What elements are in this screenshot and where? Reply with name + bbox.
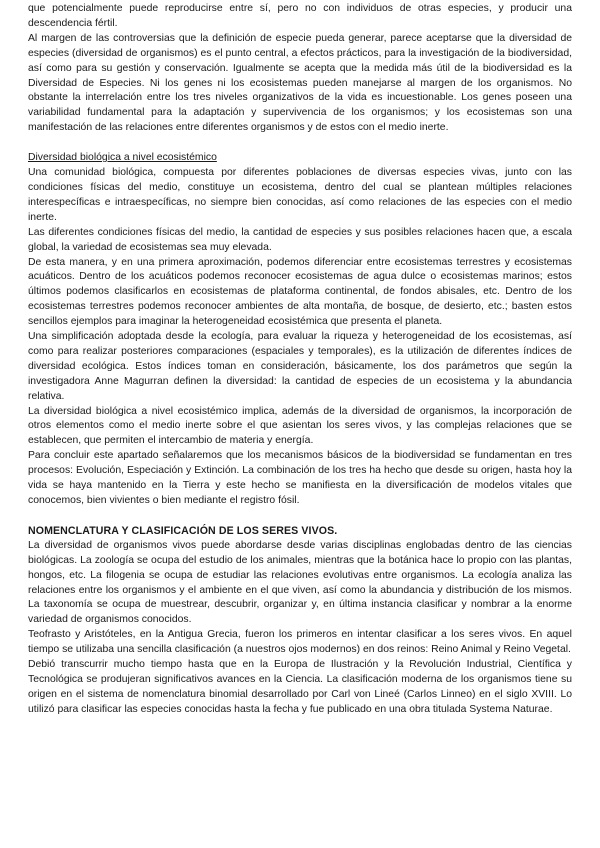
ecosystem-paragraph-3: De esta manera, y en una primera aproximación, podemos diferenciar entre ecosistemas terrestres y ecosistemas acuáticos. Dentro de los acuáticos podemos reconocer ecosistemas de agua dulce o ecosistemas marinos; estos últimos podemos clasificarlos en ecosistemas de plataforma continental, de fondos abisales, etc. Dentro de los ecosistemas terrestres podemos reconocer ambientes de alta montaña, de bosque, de desierto, etc.; basten estos sencillos ejemplos para imaginar la heterogeneidad ecosistémica que presenta el planeta. (28, 256, 572, 328)
intro-paragraph-1: que potencialmente puede reproducirse entre sí, pero no con individuos de otras especies, y producir una descendencia fértil. (28, 3, 572, 29)
nomenclature-paragraph-3: Debió transcurrir mucho tiempo hasta que en la Europa de Ilustración y la Revolución Industrial, Científica y Tecnológica se produjeran significativos avances en la Ciencia. La clasificación moderna de los organismos tiene su origen en el sistema de nomenclatura binomial desarrollado por Carl von Lineé (Carlos Linneo) en el siglo XVIII. Lo utilizó para clasificar las especies conocidas hasta la fecha y fue publicado en una obra titulada Systema Naturae. (28, 659, 572, 715)
ecosystem-paragraph-4: Una simplificación adoptada desde la ecología, para evaluar la riqueza y heterogeneidad de los ecosistemas, así como para realizar posteriores comparaciones (espaciales y temporales), es la utilización de diferentes índices de diversidad ecológica. Estos índices toman en consideración, básicamente, los dos parámetros que según la investigadora Anne Magurran definen la diversidad: la cantidad de especies de un ecosistema y la abundancia relativa. (28, 331, 572, 402)
ecosystem-paragraph-6: Para concluir este apartado señalaremos que los mecanismos básicos de la biodiversidad se fundamentan en tres procesos: Evolución, Especiación y Extinción. La combinación de los tres ha hecho que desde su origen, hasta hoy la vida se haya mantenido en la Tierra y este hecho se manifiesta en la diversificación de modelos vitales que conocemos, bien vivientes o bien mediante el registro fósil. (28, 450, 572, 506)
ecosystem-paragraph-5: La diversidad biológica a nivel ecosistémico implica, además de la diversidad de organismos, la incorporación de otros elementos como el medio inerte sobre el que asientan los seres vivos, y las complejas relaciones que se establecen, que permiten el intercambio de materia y energía. (28, 405, 572, 447)
ecosystem-paragraph-2: Las diferentes condiciones físicas del medio, la cantidad de especies y sus posibles relaciones hacen que, a escala global, la variedad de ecosistemas sea muy elevada. (28, 226, 572, 253)
section-heading-nomenclature: NOMENCLATURA Y CLASIFICACIÓN DE LOS SERES VIVOS. (28, 524, 338, 537)
nomenclature-paragraph-1: La diversidad de organismos vivos puede abordarse desde varias disciplinas englobadas dentro de las ciencias biológicas. La zoología se ocupa del estudio de los animales, mientras que la botánica hace lo propio con las plantas, hongos, etc. La filogenia se ocupa de estudiar las relaciones evolutivas entre organismos. La ecología analiza las relaciones entre los organismos y el ambiente en el que viven, así como la abundancia y distribución de los mismos. La taxonomía se ocupa de muestrear, descubrir, organizar y, en última instancia clasificar y nombrar a la enorme variedad de organismos conocidos. (28, 539, 572, 626)
ecosystem-paragraph-1: Una comunidad biológica, compuesta por diferentes poblaciones de diversas especies vivas, junto con las condiciones físicas del medio, constituye un ecosistema, dentro del cual se plantean múltiples relaciones interespecíficas e intraespecíficas, no siempre bien conocidas, así como relaciones de las especies con el medio inerte. (28, 167, 572, 223)
nomenclature-paragraph-2: Teofrasto y Aristóteles, en la Antigua Grecia, fueron los primeros en intentar clasificar a los seres vivos. En aquel tiempo se utilizaba una sencilla clasificación (a nuestros ojos modernos) en dos reinos: Reino Animal y Reino Vegetal. (28, 629, 572, 656)
intro-paragraph-2: Al margen de las controversias que la definición de especie pueda generar, parece aceptarse que la diversidad de especies (diversidad de organismos) es el punto central, a efectos prácticos, para la investigación de la biodiversidad, así como para su gestión y conservación. Igualmente se acepta que la medida más útil de la biodiversidad es la Diversidad de Especies. Ni los genes ni los ecosistemas pueden manejarse al margen de los organismos. No obstante la interrelación entre los tres niveles organizativos de la vida es incuestionable. Los genes poseen una variabilidad fundamental para la adaptación y supervivencia de los organismos; y los ecosistemas son una manifestación de las relaciones entre diferentes organismos y de estos con el medio inerte. (28, 32, 572, 134)
paragraph-gap (28, 509, 572, 524)
document-page (28, 2, 572, 718)
section-title-ecosystem: Diversidad biológica a nivel ecosistémico (28, 152, 217, 164)
paragraph-gap (28, 136, 572, 151)
